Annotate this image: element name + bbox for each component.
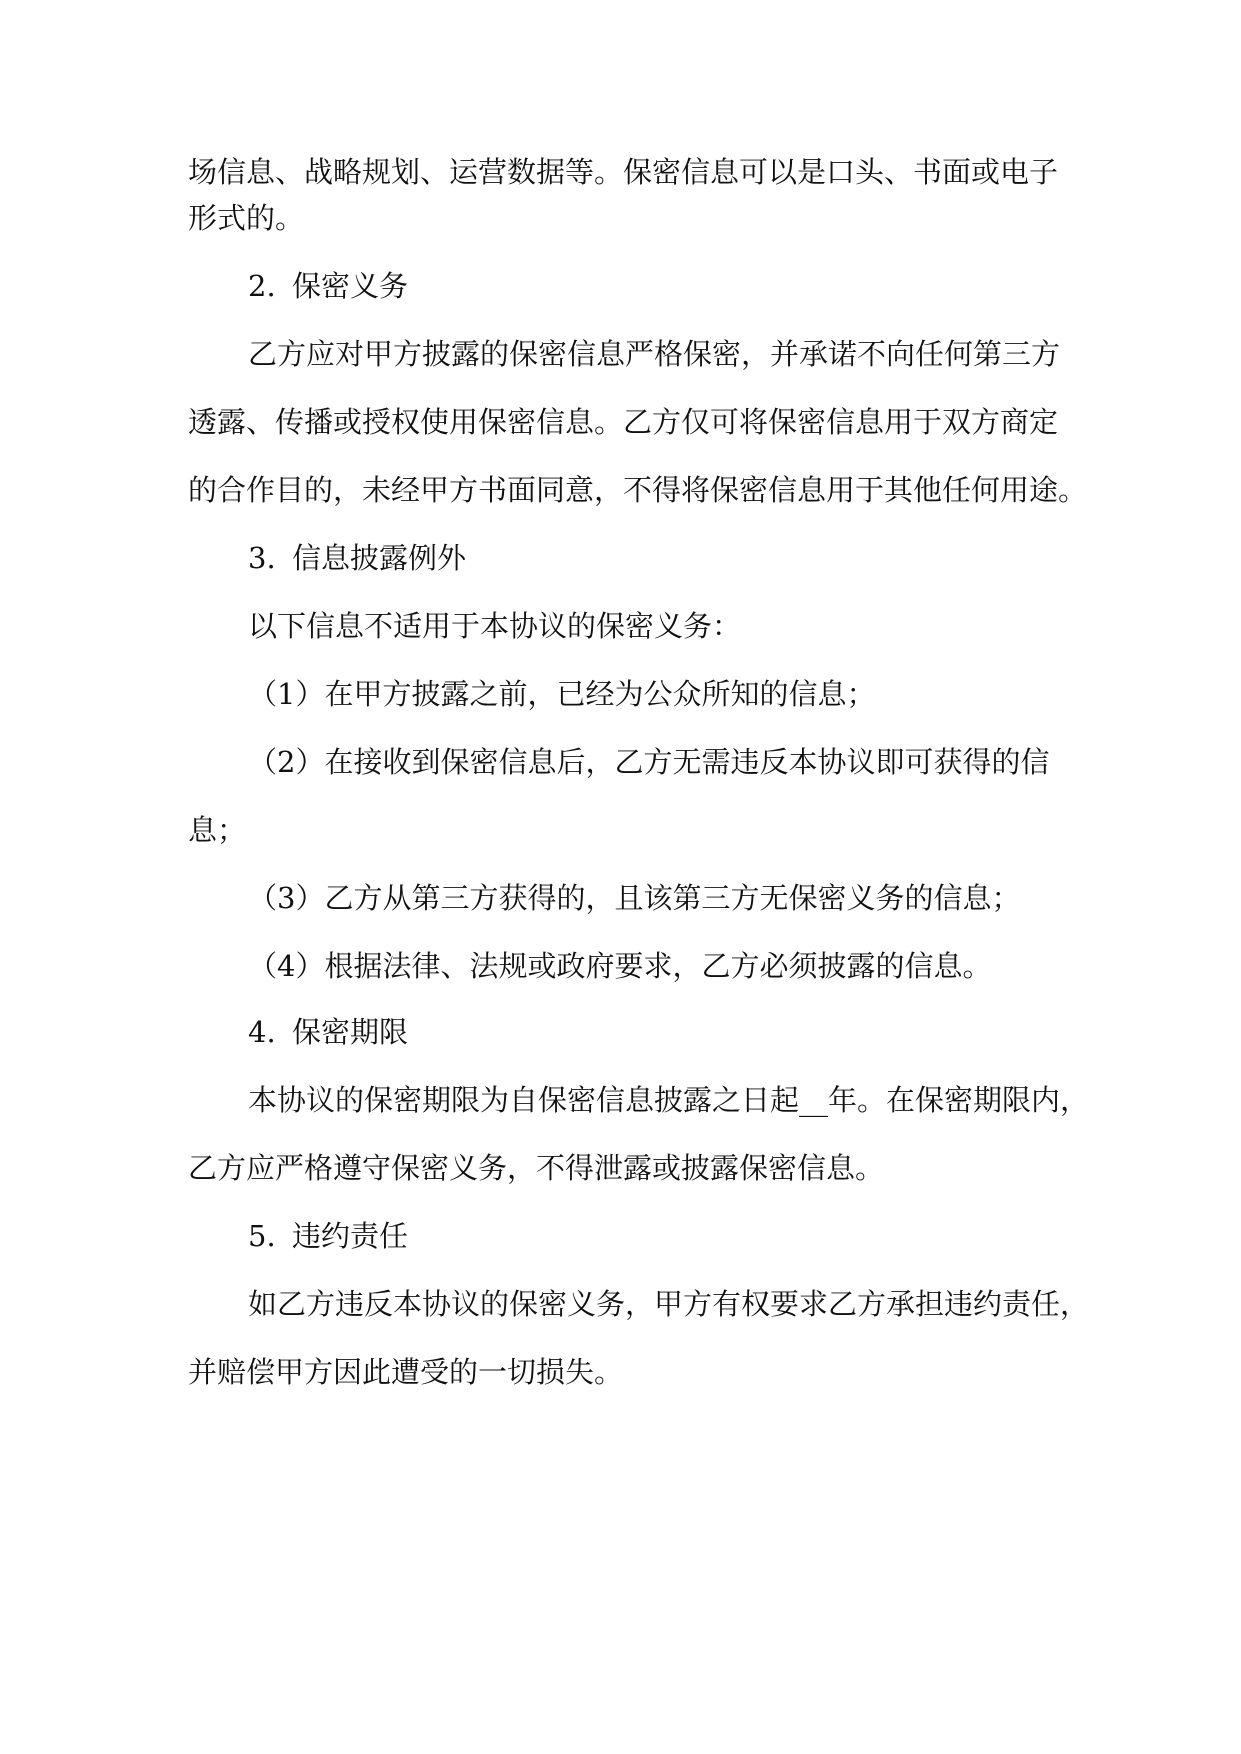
section-title: 保密期限 (292, 1015, 409, 1049)
body-text-line: 形式的。 (188, 201, 305, 235)
section-heading-4 (248, 1012, 408, 1052)
section-title: 保密义务 (292, 269, 409, 303)
body-text-line: 场信息、战略规划、运营数据等。保密信息可以是口头、书面或电子 (188, 155, 1059, 189)
body-text-line: 本协议的保密期限为自保密信息披露之日起__年。在保密期限内， (248, 1083, 1090, 1117)
body-text-line: 并赔偿甲方因此遭受的一切损失。 (188, 1355, 624, 1389)
body-text-line: 透露、传播或授权使用保密信息。乙方仅可将保密信息用于双方商定 (188, 405, 1059, 439)
section-number: 4. (248, 1015, 276, 1049)
list-item-continuation: 息； (188, 813, 247, 847)
section-title: 信息披露例外 (292, 541, 467, 575)
section-number: 3. (248, 541, 276, 575)
body-text-line: 的合作目的，未经甲方书面同意，不得将保密信息用于其他任何用途。 (188, 473, 1088, 507)
section-heading-2 (248, 266, 408, 306)
list-item: （1）在甲方披露之前，已经为公众所知的信息； (248, 677, 876, 711)
list-item: （4）根据法律、法规或政府要求，乙方必须披露的信息。 (248, 949, 992, 983)
section-heading-5 (248, 1216, 408, 1256)
section-title: 违约责任 (292, 1219, 409, 1253)
section-number: 5. (248, 1219, 276, 1253)
body-text-line: 以下信息不适用于本协议的保密义务： (248, 609, 742, 643)
section-number: 2. (248, 269, 276, 303)
list-item: （2）在接收到保密信息后，乙方无需违反本协议即可获得的信 (248, 745, 1050, 779)
body-text-line: 乙方应对甲方披露的保密信息严格保密，并承诺不向任何第三方 (248, 337, 1061, 371)
section-heading-3 (248, 538, 466, 578)
body-text-line: 如乙方违反本协议的保密义务，甲方有权要求乙方承担违约责任， (248, 1287, 1090, 1321)
list-item: （3）乙方从第三方获得的，且该第三方无保密义务的信息； (248, 881, 1021, 915)
body-text-line: 乙方应严格遵守保密义务，不得泄露或披露保密信息。 (188, 1151, 885, 1185)
